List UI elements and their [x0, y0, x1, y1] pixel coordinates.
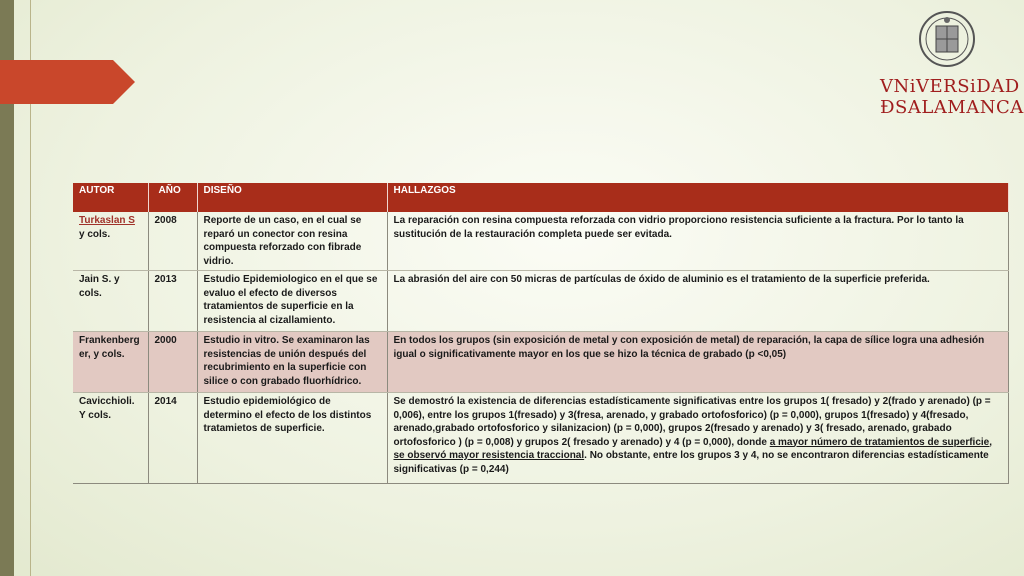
logo-line-1: VNiVERSiDAD — [880, 76, 1020, 97]
table-row — [73, 212, 1008, 271]
cell-anio: 2013 — [148, 271, 197, 332]
hallazgos-text-underlined: a mayor número de tratamientos de superficie, se observó mayor resistencia traccional — [393, 436, 992, 461]
cell-hallazgos: La reparación con resina compuesta reforzada con vidrio proporciono resistencia suficiente a la fractura. Por lo tanto la sustitución de la restauración completa puede ser evitada. — [387, 212, 1008, 271]
col-header-autor: AUTOR — [73, 183, 148, 212]
cell-hallazgos: En todos los grupos (sin exposición de metal y con exposición de metal) de reparación, la capa de sílice logra una adhesión igual o significativamente mayor en los que se hizo la técnica de grabado (p <0,05) — [387, 332, 1008, 393]
table-header-row — [73, 183, 1008, 212]
table-row — [73, 271, 1008, 332]
cell-diseno: Estudio Epidemiologico en el que se evaluo el efecto de diversos tratamientos de superficie en la resistencia al cizallamiento. — [197, 271, 387, 332]
university-logo — [880, 10, 1024, 122]
decor-arrow — [0, 60, 135, 104]
author-rest: y cols. — [79, 228, 111, 240]
logo-line-2: ÐSALAMANCA — [880, 97, 1024, 118]
cell-autor: Jain S. y cols. — [73, 271, 148, 332]
cell-hallazgos: La abrasión del aire con 50 micras de partículas de óxido de aluminio es el tratamiento de la superficie preferida. — [387, 271, 1008, 332]
cell-hallazgos — [387, 393, 1008, 484]
cell-diseno: Estudio epidemiológico de determino el efecto de los distintos tratamietos de superficie. — [197, 393, 387, 484]
cell-diseno: Estudio in vitro. Se examinaron las resistencias de unión después del recubrimiento en la superficie con silice o con grabado fluorhídrico. — [197, 332, 387, 393]
cell-anio: 2014 — [148, 393, 197, 484]
col-header-hallazgos: HALLAZGOS — [387, 183, 1008, 212]
cell-anio: 2000 — [148, 332, 197, 393]
cell-autor — [73, 212, 148, 271]
cell-anio: 2008 — [148, 212, 197, 271]
hallazgos-text-a: Se demostró la existencia de diferencias estadísticamente significativas entre los grupos 1( fresado) y 2(frado y arenado) (p = 0,006), entre los grupos 1(fresado) y 3(fresa, arenado, y grabado ortofosforico) (p = 0,000), grupos 1(fresado) y 4(fresado, arenado,grabado ortofosforico y silanizacion) (p = 0,000), grupos 2(fresado y arenado) y 3( fresado, arenado, grabado ortofosforico ) (p = 0,008) y grupos 2( fresado y arenado) y 4 (p = 0,000), donde — [393, 396, 991, 448]
table-row — [73, 393, 1008, 484]
table-row — [73, 332, 1008, 393]
cell-autor: Frankenberger, y cols. — [73, 332, 148, 393]
findings-table — [73, 183, 1009, 484]
university-seal — [918, 10, 976, 68]
cell-diseno: Reporte de un caso, en el cual se reparó un conector con resina compuesta reforzado con fibrade vidrio. — [197, 212, 387, 271]
col-header-diseno: DISEÑO — [197, 183, 387, 212]
col-header-anio: AÑO — [148, 183, 197, 212]
author-link[interactable]: Turkaslan S — [79, 215, 135, 226]
cell-autor: Cavicchioli. Y cols. — [73, 393, 148, 484]
hallazgos-text-b: . No obstante, entre los grupos 3 y 4, no se encontraron diferencias estadísticamente significativas (p = 0,244) — [393, 450, 989, 475]
